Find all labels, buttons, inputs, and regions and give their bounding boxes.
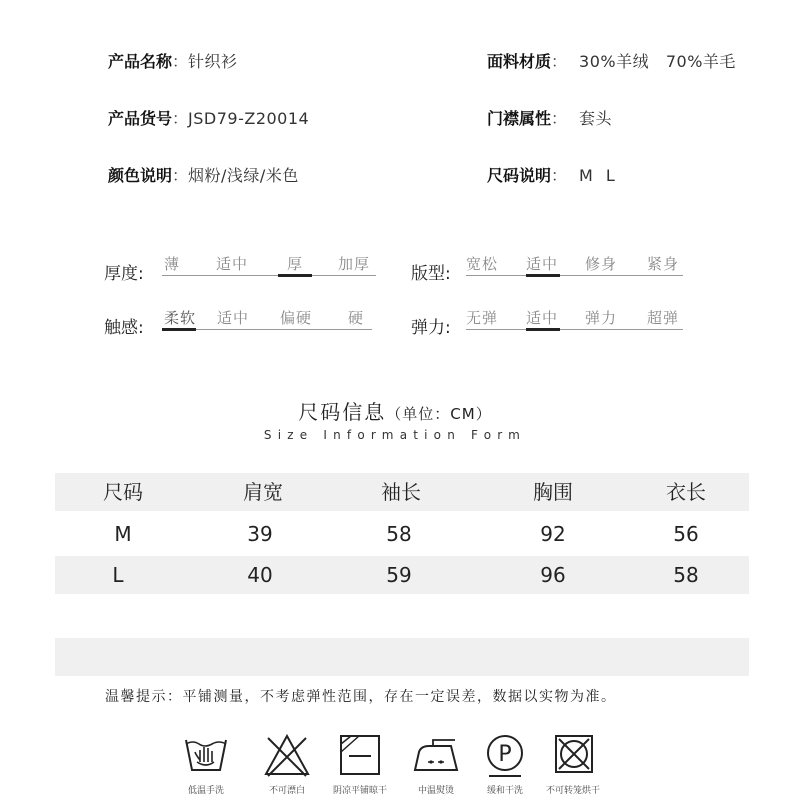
product-code-row	[108, 109, 309, 129]
colon: ：	[551, 52, 568, 71]
table-header-cell: 尺码	[103, 480, 143, 504]
care-item	[475, 732, 535, 802]
table-header-cell: 胸围	[533, 480, 573, 504]
elasticity-option: 适中	[526, 309, 559, 327]
colon: ：	[172, 109, 189, 128]
care-item	[330, 732, 390, 802]
table-header-row	[55, 473, 749, 511]
touch-option: 柔软	[164, 309, 197, 327]
colon: ：	[172, 166, 189, 185]
size-info-subtitle: Size Information Form	[263, 428, 527, 442]
care-label: 中温熨烫	[417, 786, 454, 796]
color-value: 烟粉/浅绿/米色	[188, 166, 299, 185]
placket-value: 套头	[579, 109, 613, 128]
fit-option: 紧身	[647, 255, 680, 273]
elasticity-label: 弹力:	[411, 318, 451, 338]
selected-marker	[278, 274, 312, 277]
care-item	[176, 732, 236, 802]
care-label: 不可转笼烘干	[545, 786, 600, 796]
scale-line	[162, 275, 376, 276]
table-cell: 39	[247, 522, 273, 546]
table-cell: L	[112, 563, 124, 587]
product-name-row	[108, 52, 238, 72]
table-row	[55, 556, 749, 594]
thickness-label: 厚度:	[104, 264, 144, 284]
table-cell: 96	[540, 563, 566, 587]
elasticity-scale	[411, 307, 683, 347]
scale-line	[466, 275, 683, 276]
placket-label: 门襟属性	[487, 109, 552, 128]
size-info-title-text: 尺码信息	[298, 400, 387, 424]
size-table	[55, 473, 749, 595]
care-label: 不可漂白	[268, 786, 305, 796]
fit-option: 修身	[585, 255, 618, 273]
table-cell: 56	[673, 522, 699, 546]
color-row	[108, 166, 299, 186]
elasticity-option: 无弹	[466, 309, 499, 327]
table-cell: 40	[247, 563, 273, 587]
size-spec-value: M L	[579, 166, 619, 185]
fit-label: 版型:	[411, 264, 451, 284]
thickness-option: 适中	[216, 255, 249, 273]
care-item	[543, 732, 603, 802]
fit-option: 宽松	[466, 255, 499, 273]
measurement-note: 温馨提示：平铺测量，不考虑弹性范围，存在一定误差，数据以实物为准。	[105, 689, 617, 705]
table-cell: 58	[673, 563, 699, 587]
table-header-cell: 肩宽	[243, 480, 283, 504]
product-name-label: 产品名称	[108, 52, 173, 71]
care-item	[406, 732, 466, 802]
scale-line	[466, 329, 683, 330]
placket-row	[487, 109, 612, 129]
size-info-title	[0, 396, 790, 425]
blank-shaded-row	[55, 638, 749, 676]
size-info-unit: （单位：CM）	[386, 405, 492, 423]
size-spec-row	[487, 166, 619, 186]
care-label: 阴凉平铺晾干	[332, 786, 387, 796]
table-row	[55, 515, 749, 553]
product-code-label: 产品货号	[108, 109, 173, 128]
colon: ：	[172, 52, 189, 71]
table-cell: 92	[540, 522, 566, 546]
table-header-cell: 衣长	[666, 480, 706, 504]
thickness-scale	[104, 253, 376, 293]
fabric-value: 30%羊绒 70%羊毛	[579, 52, 736, 71]
selected-marker	[526, 328, 560, 331]
touch-option: 硬	[348, 309, 365, 327]
colon: ：	[551, 166, 568, 185]
selected-marker	[526, 274, 560, 277]
elasticity-option: 弹力	[585, 309, 618, 327]
color-label: 颜色说明	[108, 166, 173, 185]
care-label: 低温手洗	[187, 786, 224, 796]
svg-text:P: P	[498, 742, 512, 767]
thickness-option: 厚	[287, 255, 304, 273]
fabric-row	[487, 52, 736, 72]
colon: ：	[551, 109, 568, 128]
selected-marker	[162, 328, 196, 331]
elasticity-option: 超弹	[647, 309, 680, 327]
table-cell: 58	[386, 522, 412, 546]
table-cell: 59	[386, 563, 412, 587]
care-item	[257, 732, 317, 802]
fit-option: 适中	[526, 255, 559, 273]
fit-scale	[411, 253, 683, 293]
touch-option: 偏硬	[280, 309, 313, 327]
thickness-option: 薄	[164, 255, 181, 273]
product-code-value: JSD79-Z20014	[188, 109, 310, 128]
care-label: 缓和干洗	[486, 786, 523, 796]
table-cell: M	[114, 522, 132, 546]
size-spec-label: 尺码说明	[487, 166, 552, 185]
table-header-cell: 袖长	[381, 480, 421, 504]
product-name-value: 针织衫	[188, 52, 238, 71]
touch-option: 适中	[217, 309, 250, 327]
thickness-option: 加厚	[338, 255, 371, 273]
touch-label: 触感:	[104, 318, 144, 338]
fabric-label: 面料材质	[487, 52, 552, 71]
touch-scale	[104, 307, 376, 347]
